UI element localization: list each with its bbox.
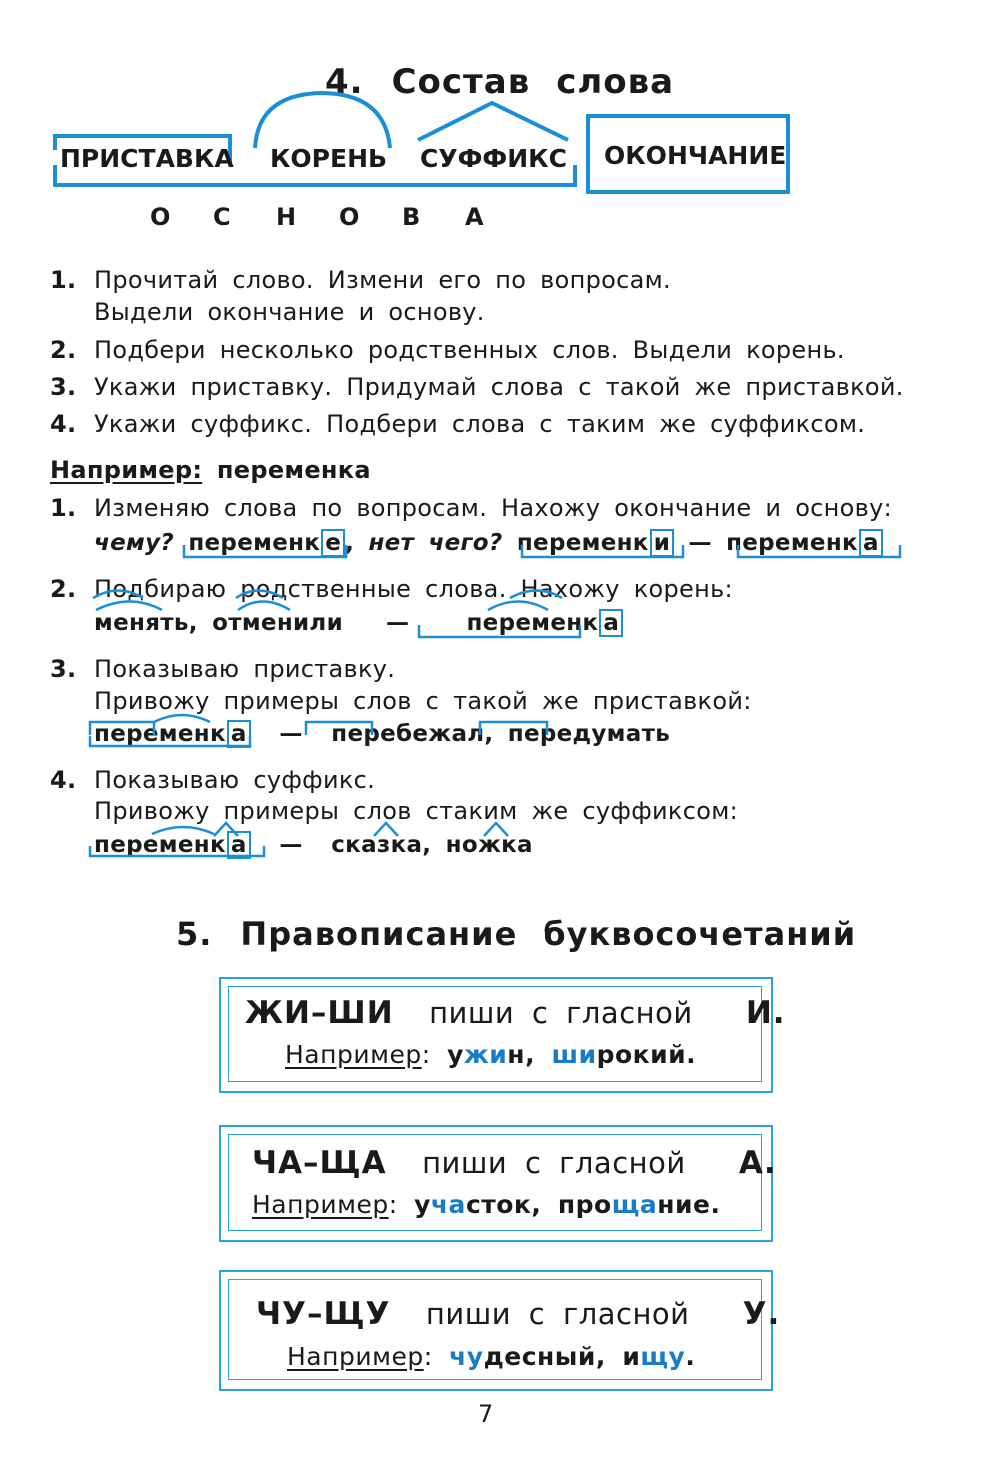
task-1: 1. Прочитай слово. Измени его по вопросам. [50,266,671,294]
page-number: 7 [478,1400,494,1428]
step-2-words: менять, отменили — переменк а [94,609,623,637]
rule-cha-shcha-example: Например: участок, прощание. [252,1190,721,1219]
task-1-line2: Выдели окончание и основу. [94,298,485,326]
rule-zhi-shi-example: Например: ужин, широкий. [285,1040,697,1069]
task-4: 4. Укажи суффикс. Подбери слова с таким же суффиксом. [50,410,866,438]
step-3-line2: Привожу примеры слов с такой же приставкой: [94,687,752,715]
section-5-title: 5. Правописание буквосочетаний [176,915,857,953]
rule-cha-shcha: ЧА–ЩА пиши с гласной А. [252,1145,777,1181]
example-heading: Например: переменка [50,456,371,484]
morpheme-suffix: СУФФИКС [420,144,567,173]
task-2: 2. Подбери несколько родственных слов. Выдели корень. [50,336,845,364]
step-4-words: переменк а — сказка, ножка [94,832,533,858]
step-1-forms: чему? переменк е , нет чего? переменк и — переменк а [94,529,883,557]
step-4: 4. Показываю суффикс. [50,766,376,794]
task-3: 3. Укажи приставку. Придумай слова с такой же приставкой. [50,373,904,401]
morpheme-prefix: ПРИСТАВКА [60,144,234,173]
rule-chu-shchu: ЧУ–ЩУ пиши с гласной У. [256,1296,781,1332]
step-3: 3. Показываю приставку. [50,655,396,683]
step-3-words: переменк а — перебежал, передумать [94,721,671,747]
step-2: 2. Подбираю родственные слова. Нахожу корень: [50,575,733,603]
osnova-label: О С Н О В А [150,203,484,231]
step-4-line2: Привожу примеры слов стаким же суффиксом: [94,797,738,825]
morpheme-root: КОРЕНЬ [270,144,388,173]
rule-zhi-shi: ЖИ–ШИ пиши с гласной И. [245,995,786,1031]
step-1: 1. Изменяю слова по вопросам. Нахожу окончание и основу: [50,494,892,522]
morpheme-ending: ОКОНЧАНИЕ [604,141,787,170]
rule-chu-shchu-example: Например: чудесный, ищу. [287,1342,696,1371]
section-4-title: 4. Состав слова [325,62,675,102]
